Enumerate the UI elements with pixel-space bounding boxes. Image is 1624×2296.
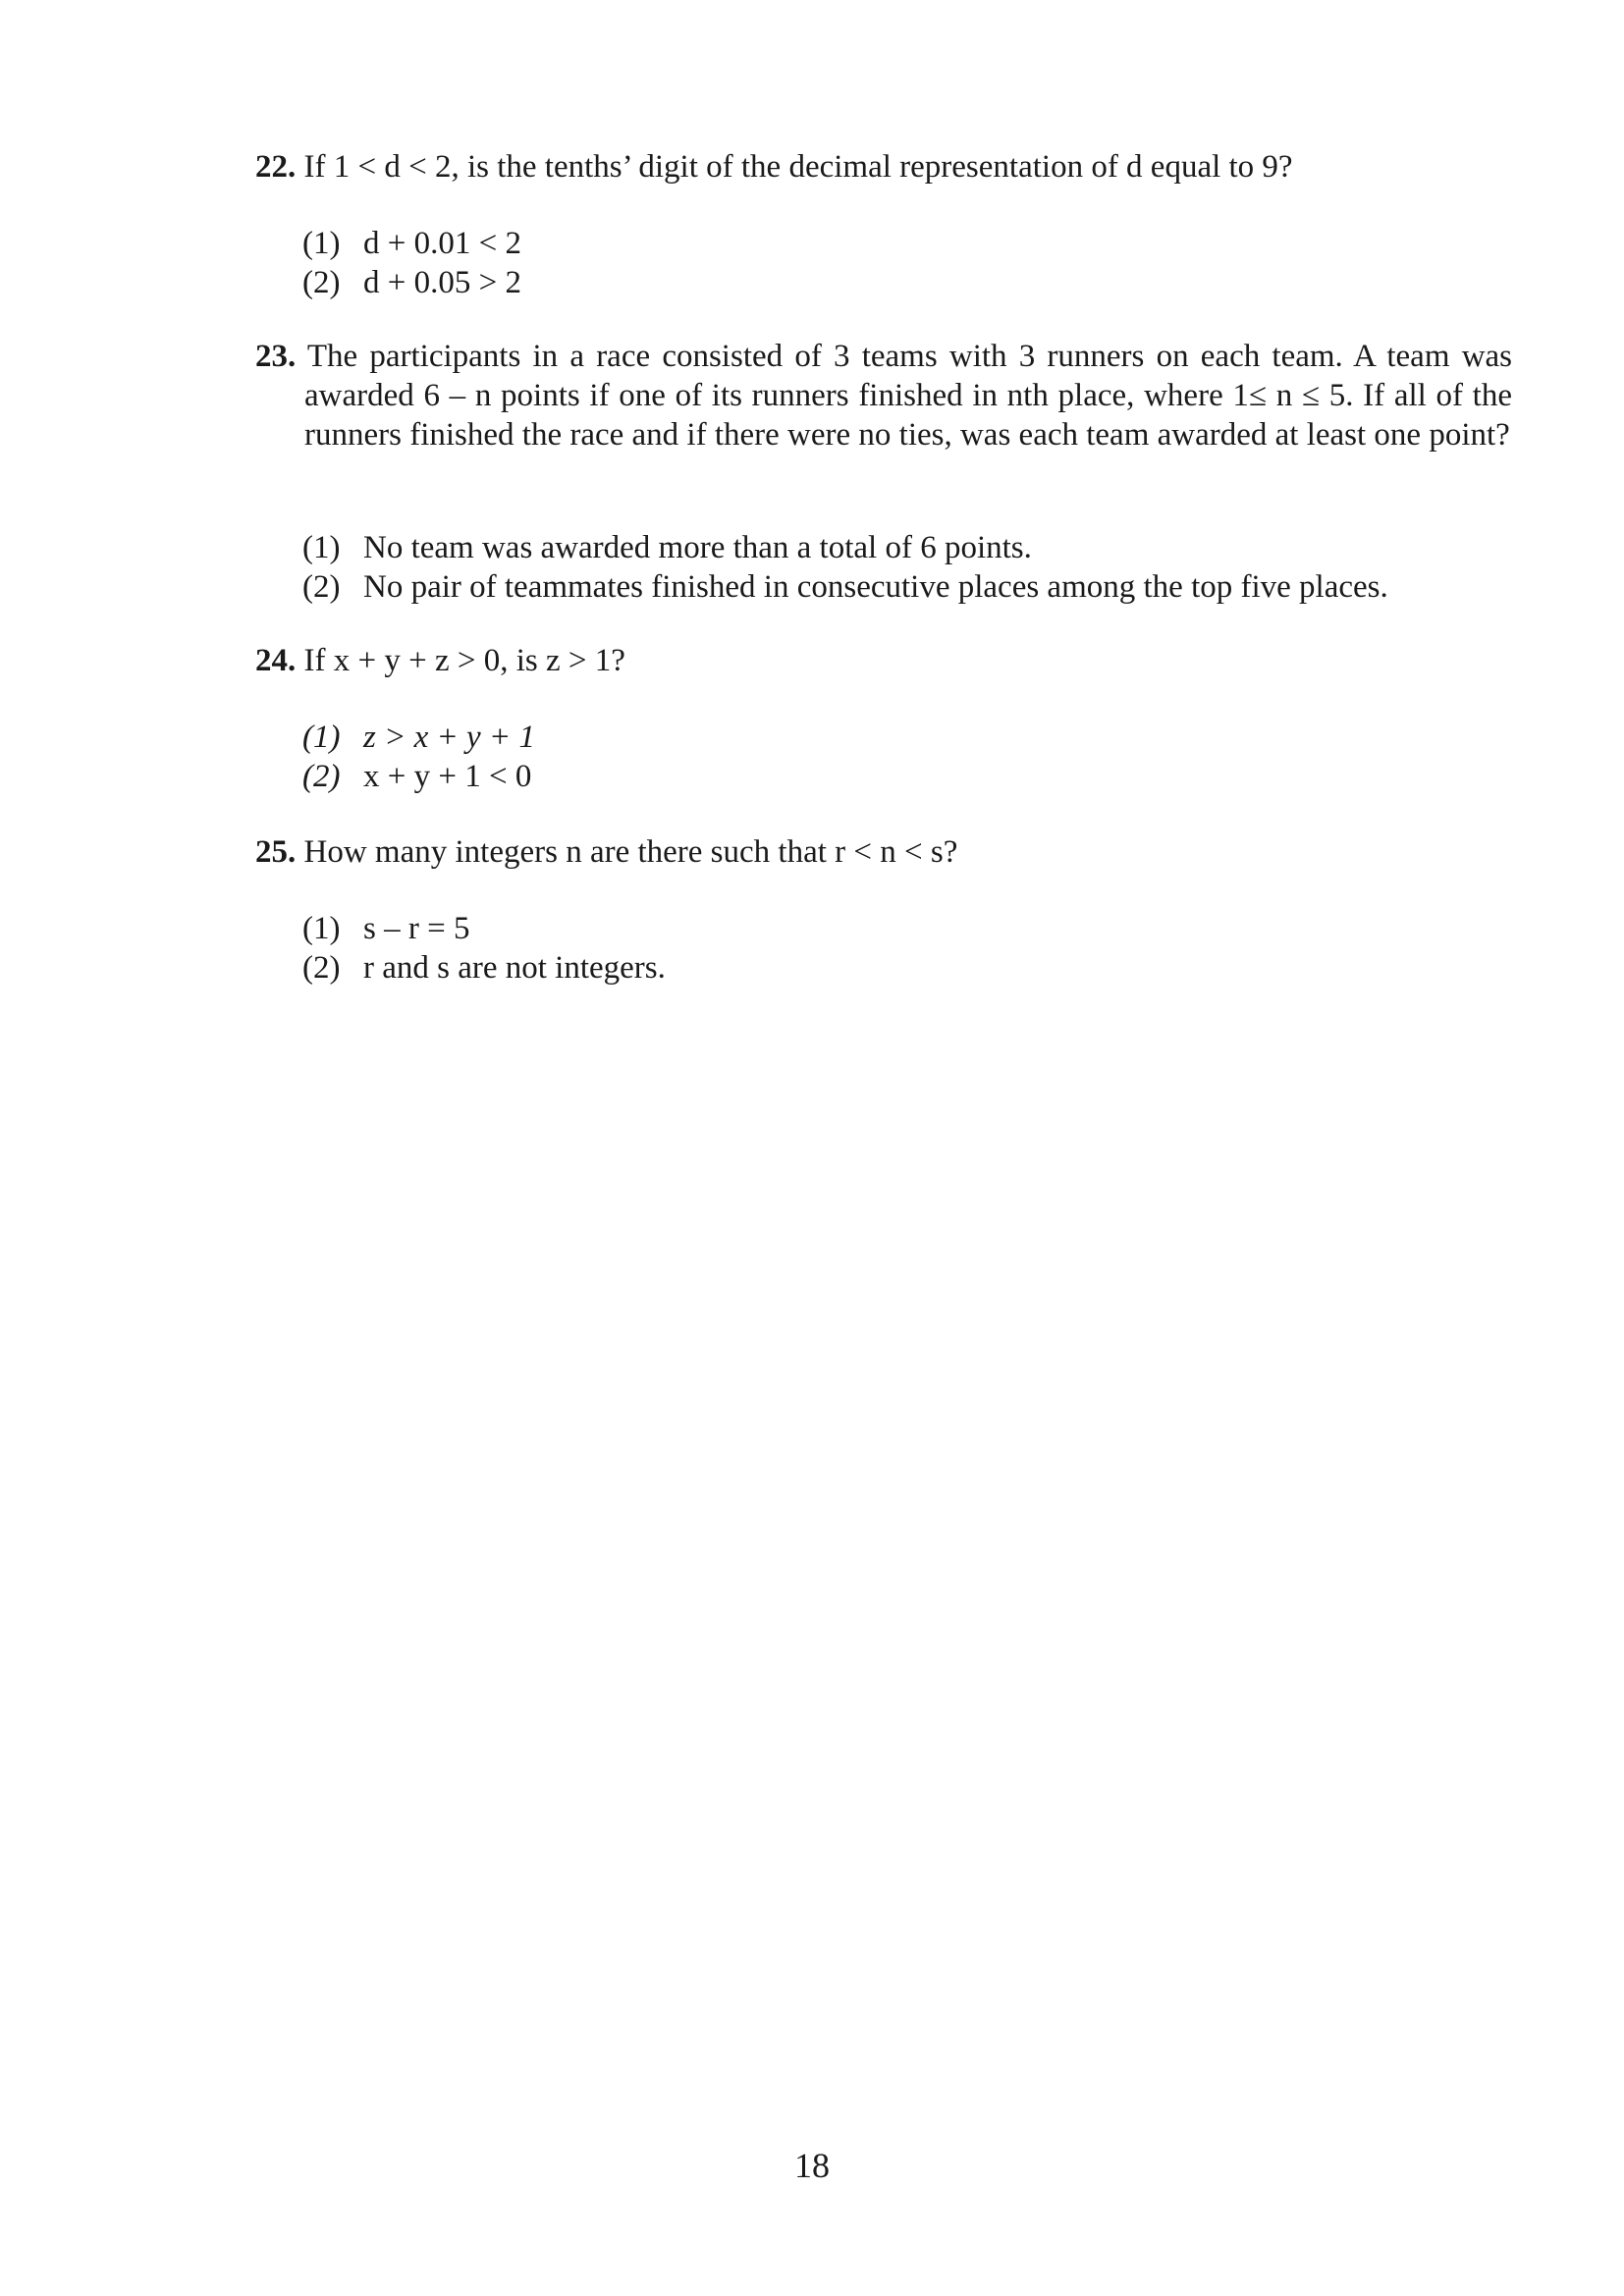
question-22 [255,147,1512,300]
question-23 [255,337,1513,605]
option-label: (1) [302,226,341,261]
question-text [255,641,1512,680]
answer-options [302,718,535,796]
option-label: (2) [302,265,341,300]
option-text: d + 0.01 < 2 [363,226,521,261]
question-number: 25. [255,834,297,870]
question-body: If x + y + z > 0, is z > 1? [303,643,625,678]
option-text: x + y + 1 < 0 [363,759,532,794]
option-2 [302,263,521,302]
option-label: (2) [302,759,341,794]
answer-options [302,528,1388,607]
option-2 [302,948,666,988]
option-label: (2) [302,950,341,986]
question-body: The participants in a race consisted of 3 teams with 3 runners on each team. A team was awarded 6 – n points if one of its runners finished in nth place, where 1≤ n ≤ 5. If all of the runners finished the race and if there were no ties, was each team awarded at least one point? [304,339,1513,453]
question-25 [255,832,1512,986]
question-body: How many integers n are there such that r < n < s? [303,834,958,870]
option-label: (2) [302,569,341,605]
option-text: No pair of teammates finished in consecutive places among the top five places. [363,569,1388,605]
question-body: If 1 < d < 2, is the tenths’ digit of the decimal representation of d equal to 9? [303,149,1293,185]
option-text: s – r = 5 [363,911,470,946]
option-text: No team was awarded more than a total of 6 points. [363,530,1032,565]
option-label: (1) [302,911,341,946]
option-1 [302,224,521,263]
option-text: z > x + y + 1 [363,720,535,755]
question-text [255,147,1512,187]
answer-options [302,909,666,988]
question-text [255,832,1512,872]
option-1 [302,718,535,757]
option-label: (1) [302,530,341,565]
option-2 [302,757,535,796]
answer-options [302,224,521,302]
option-2 [302,567,1388,607]
question-number: 23. [255,339,297,374]
option-1 [302,528,1388,567]
question-text [255,337,1512,454]
option-1 [302,909,666,948]
option-text: d + 0.05 > 2 [363,265,521,300]
question-24 [255,641,1512,794]
option-text: r and s are not integers. [363,950,666,986]
option-label: (1) [302,720,341,755]
page-number: 18 [794,2146,830,2185]
question-number: 24. [255,643,297,678]
question-number: 22. [255,149,297,185]
